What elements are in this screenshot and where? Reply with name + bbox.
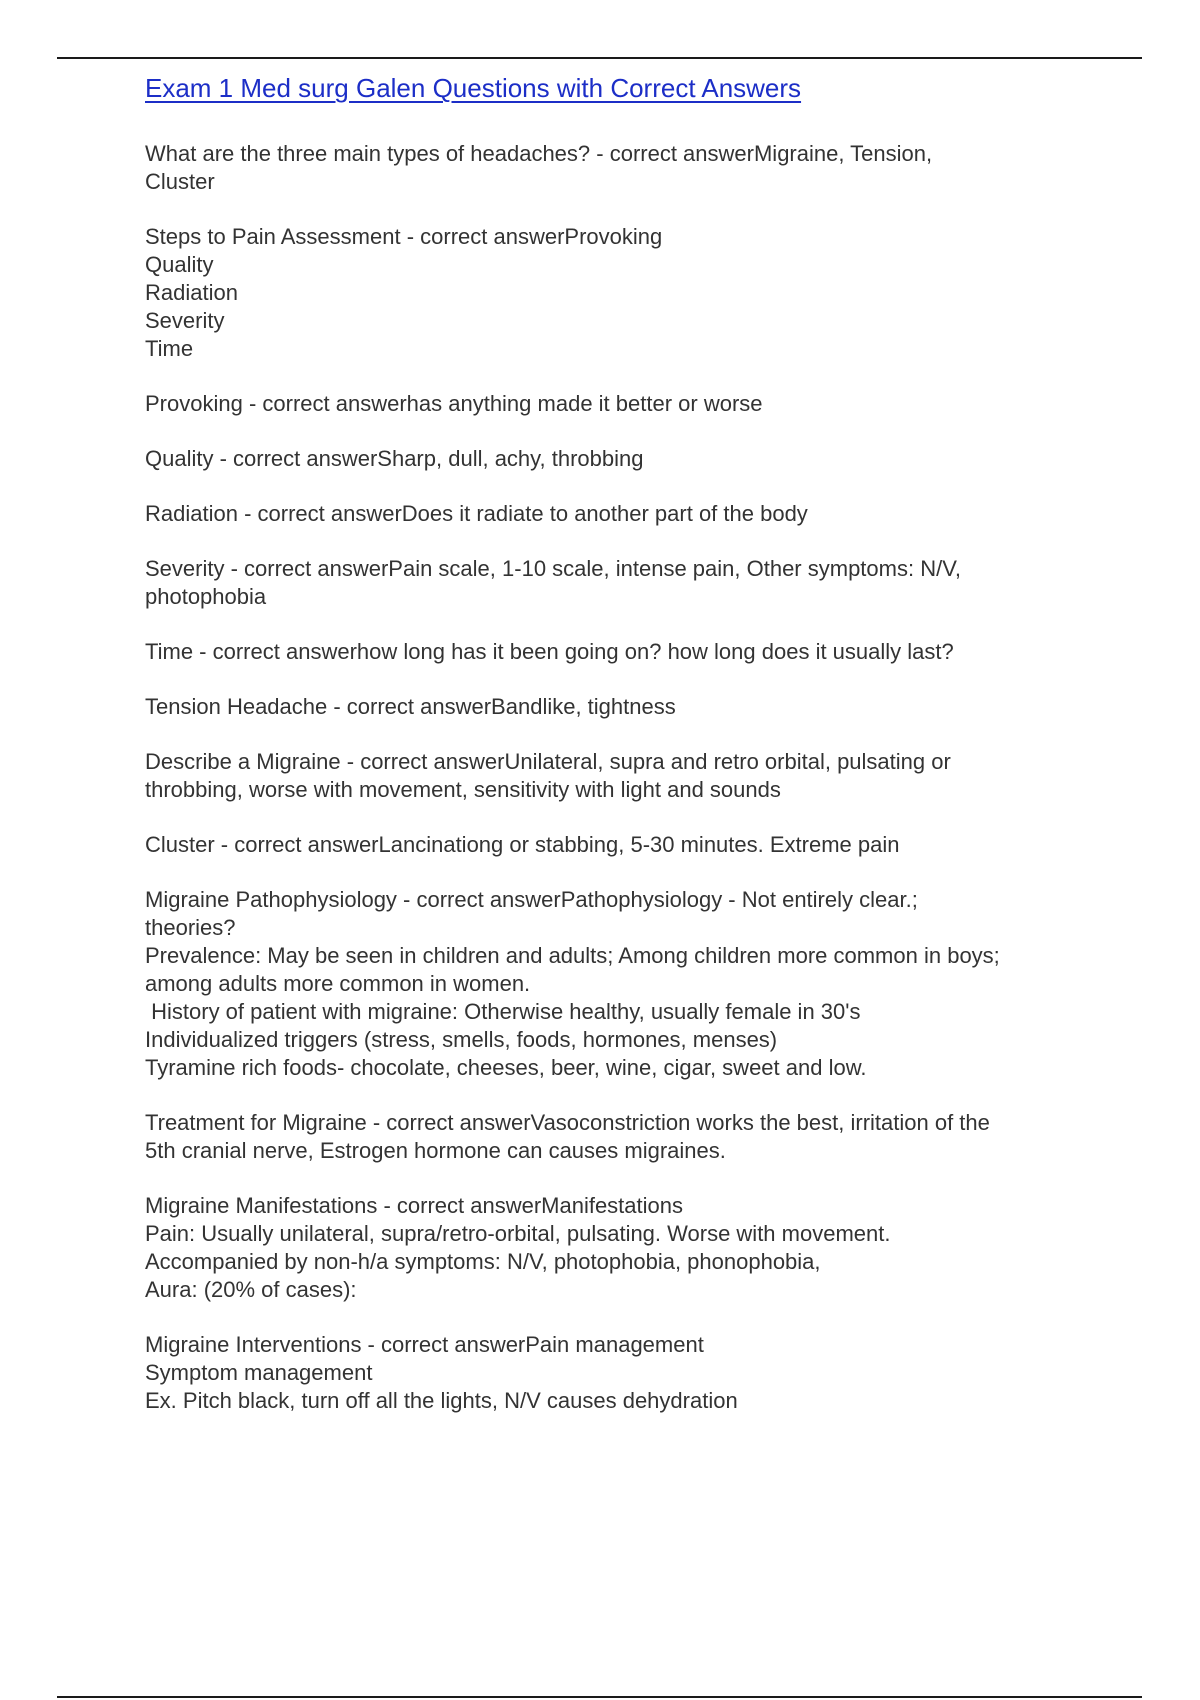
bottom-rule xyxy=(57,1696,1142,1698)
qa-entry-quality: Quality - correct answerSharp, dull, achy, throbbing xyxy=(145,446,644,471)
qa-entry-describe-migraine: Describe a Migraine - correct answerUnilateral, supra and retro orbital, pulsating or throbbing, worse with movement, sensitivity with light and sounds xyxy=(145,749,951,802)
qa-entry-radiation: Radiation - correct answerDoes it radiate to another part of the body xyxy=(145,501,808,526)
qa-entry-migraine-manifestations: Migraine Manifestations - correct answerManifestations Pain: Usually unilateral, supra/retro-orbital, pulsating. Worse with movement. Accompanied by non-h/a symptoms: N/V, photophobia, phonophobia, Aura: (20% of cases): xyxy=(145,1193,891,1302)
qa-entry-provoking: Provoking - correct answerhas anything made it better or worse xyxy=(145,391,763,416)
qa-entry-headache-types: What are the three main types of headaches? - correct answerMigraine, Tension, Cluster xyxy=(145,141,933,194)
qa-entry-time: Time - correct answerhow long has it been going on? how long does it usually last? xyxy=(145,639,954,664)
qa-entry-pain-assessment-steps: Steps to Pain Assessment - correct answerProvoking Quality Radiation Severity Time xyxy=(145,224,663,361)
qa-entry-migraine-pathophysiology: Migraine Pathophysiology - correct answerPathophysiology - Not entirely clear.; theories? Prevalence: May be seen in children and adults; Among children more common in boys; among adults more common in women. History of patient with migraine: Otherwise healthy, usually female in 30's Individualized triggers (stress, smells, foods, hormones, menses) Tyramine rich foods- chocolate, cheeses, beer, wine, cigar, sweet and low. xyxy=(145,887,1000,1080)
qa-entry-migraine-treatment: Treatment for Migraine - correct answerVasoconstriction works the best, irritation of the 5th cranial nerve, Estrogen hormone can causes migraines. xyxy=(145,1110,990,1163)
qa-entry-cluster: Cluster - correct answerLancinationg or stabbing, 5-30 minutes. Extreme pain xyxy=(145,832,900,857)
document-page xyxy=(145,68,1095,1442)
document-title-link[interactable]: Exam 1 Med surg Galen Questions with Correct Answers xyxy=(145,73,802,103)
top-rule xyxy=(57,57,1142,59)
qa-entry-severity: Severity - correct answerPain scale, 1-10 scale, intense pain, Other symptoms: N/V, photophobia xyxy=(145,556,961,609)
qa-entry-tension-headache: Tension Headache - correct answerBandlike, tightness xyxy=(145,694,676,719)
qa-entry-migraine-interventions: Migraine Interventions - correct answerPain management Symptom management Ex. Pitch black, turn off all the lights, N/V causes dehydration xyxy=(145,1332,738,1413)
